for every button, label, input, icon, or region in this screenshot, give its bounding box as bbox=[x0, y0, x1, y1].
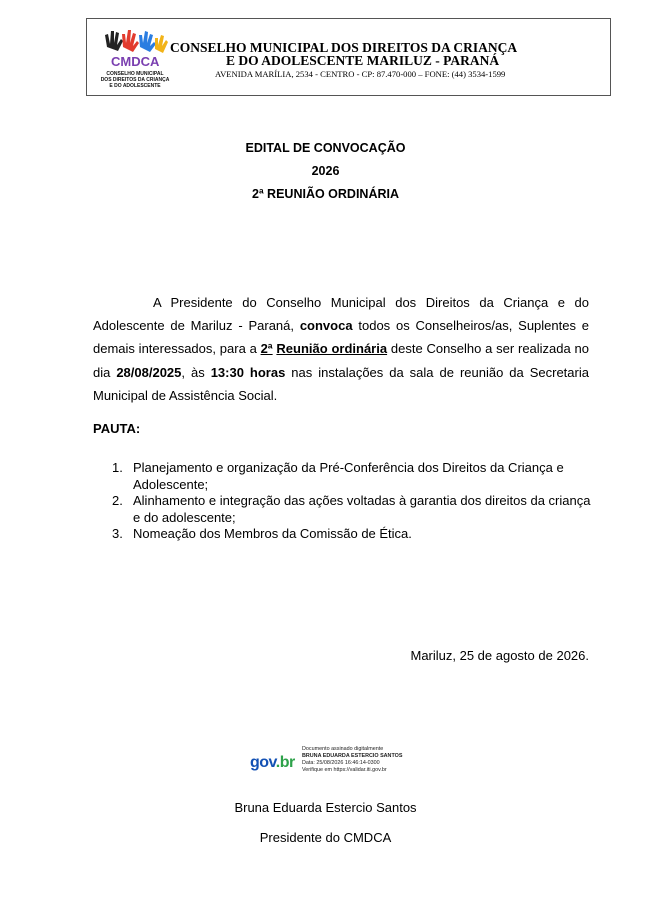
place-date: Mariluz, 25 de agosto de 2026. bbox=[410, 648, 589, 663]
document-title: EDITAL DE CONVOCAÇÃO bbox=[245, 141, 406, 155]
org-name-line2: E DO ADOLESCENTE MARILUZ - PARANÁ bbox=[226, 53, 500, 68]
list-item: 3. Nomeação dos Membros da Comissão de Ética. bbox=[112, 526, 412, 542]
signer-role: Presidente do CMDCA bbox=[259, 830, 392, 845]
signature-metadata: Documento assinado digitalmente BRUNA EDUARDA ESTERCIO SANTOS Data: 25/08/2026 16:46:14-0300 Verifique em https://validar.iti.gov.br bbox=[302, 746, 403, 773]
org-name-line1: CONSELHO MUNICIPAL DOS DIREITOS DA CRIANÇA bbox=[170, 40, 518, 55]
signer-name: Bruna Eduarda Estercio Santos bbox=[234, 800, 417, 815]
logo-caption-1: CONSELHO MUNICIPAL bbox=[106, 71, 164, 77]
list-item: 1. Planejamento e organização da Pré-Conferência dos Direitos da Criança e Adolescente; bbox=[112, 460, 564, 492]
logo-acronym: CMDCA bbox=[111, 54, 160, 69]
hands-icon bbox=[97, 25, 175, 91]
logo-caption-2: DOS DIREITOS DA CRIANÇA bbox=[100, 77, 170, 83]
document-subtitle: 2ª REUNIÃO ORDINÁRIA bbox=[252, 187, 399, 201]
document-year: 2026 bbox=[311, 164, 340, 178]
cmdca-logo bbox=[97, 25, 175, 91]
convocation-paragraph: A Presidente do Conselho Municipal dos Direitos da Criança e do Adolescente de Mariluz - Paraná, convoca todos os Conselheiros/as, Suplentes e demais interessados, para a 2ª Reunião ordinária deste Conselho a ser realizada no dia 28/08/2025, às 13:30 horas nas instalações da sala de reunião da Secretaria Municipal de Assistência Social. bbox=[93, 295, 590, 403]
logo-caption-3: E DO ADOLESCENTE bbox=[109, 83, 161, 89]
list-item: 2. Alinhamento e integração das ações voltadas à garantia dos direitos da criança e do adolescente; bbox=[112, 493, 591, 525]
org-address: AVENIDA MARÍLIA, 2534 - CENTRO - CP: 87.470-000 – FONE: (44) 3534-1599 bbox=[215, 69, 506, 79]
agenda-list bbox=[112, 460, 592, 543]
agenda-heading: PAUTA: bbox=[93, 421, 141, 436]
digital-signature-stamp bbox=[250, 744, 440, 778]
govbr-logo: gov.br bbox=[250, 754, 295, 771]
